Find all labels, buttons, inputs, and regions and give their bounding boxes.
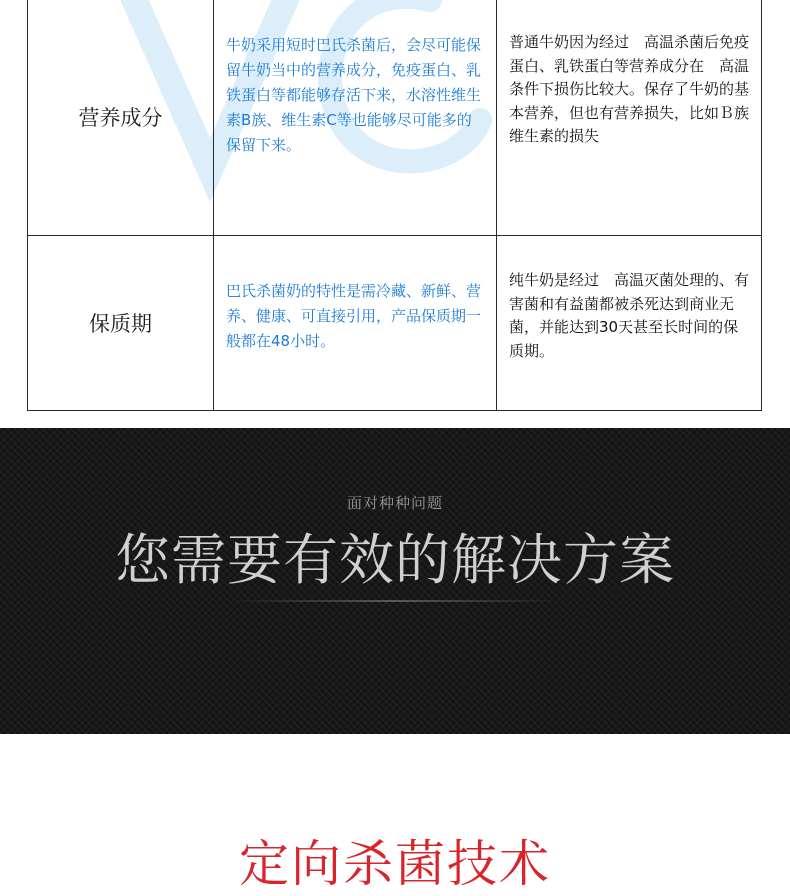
comparison-section (0, 0, 790, 428)
solution-banner (0, 428, 790, 734)
ordinary-cell-shelf-life (497, 236, 762, 411)
ordinary-text: 纯牛奶是经过 高温灭菌处理的、有害菌和有益菌都被杀死达到商业无菌，并能达到30天甚至长时间的保质期。 (509, 271, 750, 360)
row-label-text: 营养成分 (78, 106, 163, 130)
comparison-table (27, 0, 762, 411)
pasteurized-cell-nutrition (214, 0, 497, 236)
banner-title: 您需要有效的解决方案 (114, 528, 675, 592)
banner-divider (230, 600, 560, 602)
pasteurized-cell-shelf-life (214, 236, 497, 411)
row-label-nutrition (28, 0, 214, 236)
table-row-shelf-life (28, 236, 762, 411)
pasteurized-text: 巴氏杀菌奶的特性是需冷藏、新鲜、营养、健康、可直接引用，产品保质期一般都在48小时。 (226, 281, 482, 350)
ordinary-text: 普通牛奶因为经过 高温杀菌后免疫蛋白、乳铁蛋白等营养成分在 高温条件下损伤比较大。保存了牛奶的基本营养，但也有营养损失，比如Ｂ族维生素的损失 (509, 33, 750, 145)
ordinary-cell-nutrition (497, 0, 762, 236)
row-label-text: 保质期 (89, 312, 152, 336)
row-label-shelf-life (28, 236, 214, 411)
table-row-nutrition (28, 0, 762, 236)
pasteurized-text: 牛奶采用短时巴氏杀菌后，会尽可能保留牛奶当中的营养成分，免疫蛋白、乳铁蛋白等都能够存活下来，水溶性维生素B族、维生素C等也能够尽可能多的保留下来。 (226, 36, 482, 154)
banner-subtitle: 面对种种问题 (346, 494, 443, 512)
technology-heading: 定向杀菌技术 (239, 834, 551, 893)
